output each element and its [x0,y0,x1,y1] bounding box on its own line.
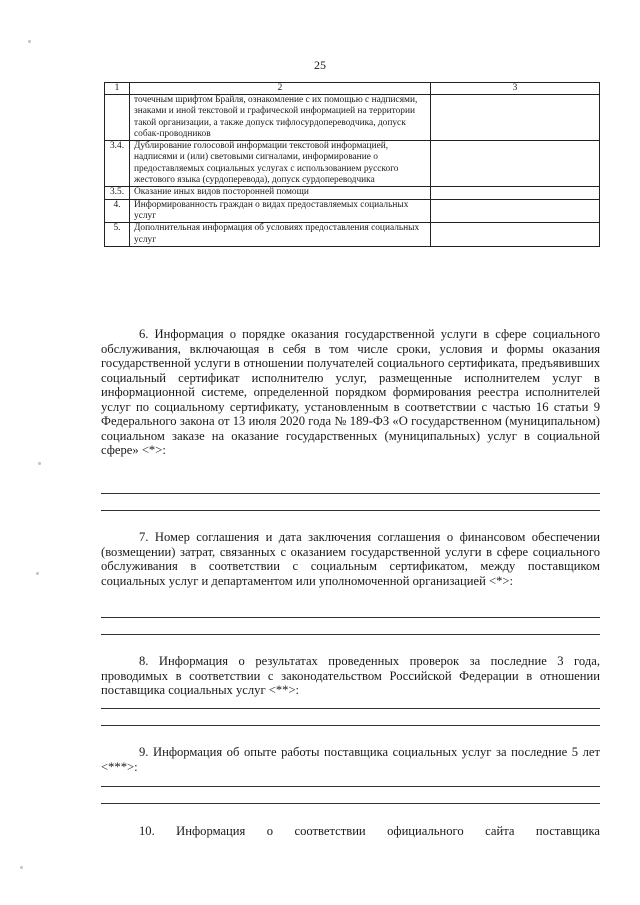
row-number: 4. [105,199,130,223]
row-number: 3.4. [105,141,130,187]
header-col-3: 3 [431,83,600,95]
scan-mark [38,462,41,465]
row-value [431,199,600,223]
row-value [431,141,600,187]
scan-mark [36,572,39,575]
row-text: Оказание иных видов посторонней помощи [130,187,431,199]
scan-mark [28,40,31,43]
answer-line [101,617,600,618]
paragraph-8: 8. Информация о результатах проведенных проверок за последние 3 года, проводимых в соответствии с законодательством Российской Федерации в отношении поставщика социальных услуг <**>: [101,654,600,697]
row-text: Дополнительная информация об условиях предоставления социальных услуг [130,223,431,247]
answer-line [101,725,600,726]
answer-line [101,634,600,635]
table-row [105,187,600,199]
row-number: 5. [105,223,130,247]
paragraph-7: 7. Номер соглашения и дата заключения соглашения о финансовом обеспечении (возмещении) затрат, связанных с оказанием государственной услуги в сфере социального обслуживания в соответствии с социальным сертификатом, между поставщиком социальных услуг и департаментом или уполномоченной организацией <*>: [101,530,600,588]
row-text: точечным шрифтом Брайля, ознакомление с их помощью с надписями, знаками и иной текстовой и графической информацией на территории такой организации, а также допуск тифлосурдопереводчика, допуск собак-проводников [130,95,431,141]
row-number: 3.5. [105,187,130,199]
table-row [105,199,600,223]
row-number [105,95,130,141]
answer-line [101,510,600,511]
row-value [431,187,600,199]
table-row [105,223,600,247]
table-row [105,141,600,187]
paragraph-10: 10. Информация о соответствии официального сайта поставщика [139,824,600,838]
table-row [105,95,600,141]
answer-line [101,493,600,494]
scan-mark [20,866,23,869]
table-header-row [105,83,600,95]
answer-line [101,786,600,787]
header-col-2: 2 [130,83,431,95]
services-table [104,82,600,247]
row-text: Дублирование голосовой информации текстовой информацией, надписями и (или) световыми сигналами, информирование о предоставляемых социальных услугах с использованием русского жестового языка (сурдоперевода), допуск сурдопереводчика [130,141,431,187]
page-number: 25 [314,58,326,72]
header-col-1: 1 [105,83,130,95]
row-value [431,223,600,247]
row-value [431,95,600,141]
row-text: Информированность граждан о видах предоставляемых социальных услуг [130,199,431,223]
paragraph-6: 6. Информация о порядке оказания государственной услуги в сфере социального обслуживания, включающая в себя в том числе сроки, условия и формы оказания государственной услуги в отношении получателей социального сертификата, предъявивших социальный сертификат исполнителю услуг, размещенные исполнителем услуг в информационной системе, определенной порядком формирования реестра исполнителей услуг по социальному сертификату, установленным в соответствии с частью 16 статьи 9 Федерального закона от 13 июля 2020 года № 189-ФЗ «О государственном (муниципальном) социальном заказе на оказание государственных (муниципальных) услуг в социальной сфере» <*>: [101,327,600,457]
answer-line [101,708,600,709]
paragraph-9: 9. Информация об опыте работы поставщика социальных услуг за последние 5 лет <***>: [101,745,600,774]
answer-line [101,803,600,804]
